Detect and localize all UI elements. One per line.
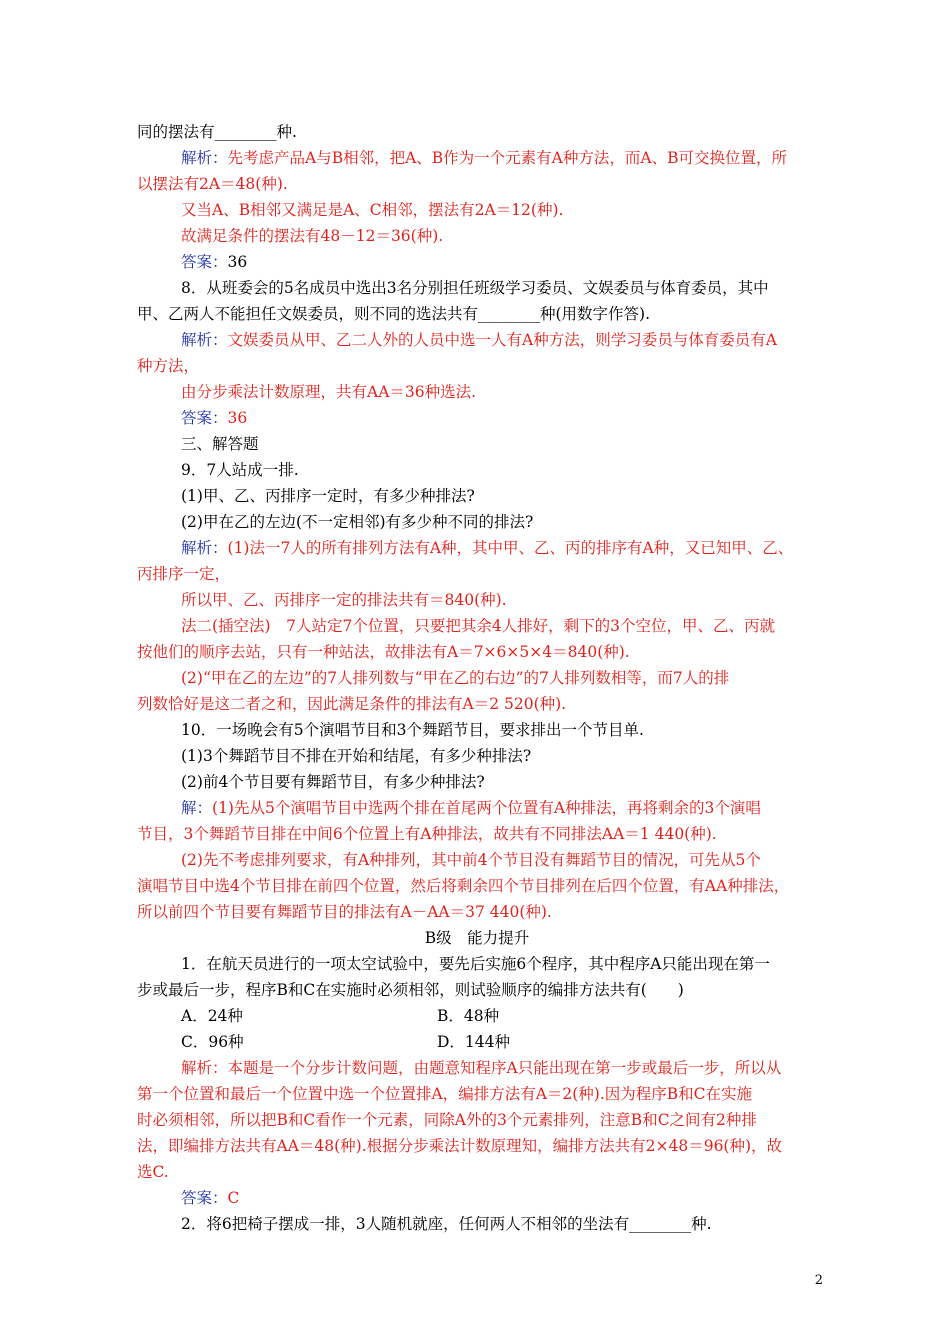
solution-line: 选C. — [137, 1163, 169, 1181]
solution-line: 又当A、B相邻又满足是A、C相邻，摆法有2A＝12(种). — [181, 201, 564, 219]
solution-line: 由分步乘法计数原理，共有AA＝36种选法. — [181, 383, 477, 401]
solution-line: 解：(1)先从5个演唱节目中选两个排在首尾两个位置有A种排法，再将剩余的3个演唱 — [181, 799, 761, 817]
answer-line: 答案：C — [181, 1189, 240, 1207]
question-8-cont: 甲、乙两人不能担任文娱委员，则不同的选法共有________种(用数字作答). — [137, 305, 651, 323]
solution-line: (2)“甲在乙的左边”的7人排列数与“甲在乙的右边”的7人排列数相等，而7人的排 — [181, 669, 730, 687]
choice-c: C．96种 — [181, 1033, 244, 1051]
text-line: 同的摆法有________种. — [137, 123, 297, 141]
solution-line: 种方法， — [137, 357, 200, 375]
page-number: 2 — [814, 1273, 823, 1288]
solution-line: 所以甲、乙、丙排序一定的排法共有＝840(种). — [181, 591, 507, 609]
solution-line: 节目，3个舞蹈节目排在中间6个位置上有A种排法，故共有不同排法AA＝1 440(种). — [137, 825, 717, 843]
solution-line: 法，即编排方法共有AA＝48(种).根据分步乘法计数原理知，编排方法共有2×48＝96(种)，故 — [137, 1137, 783, 1155]
solution-label: 解析： — [181, 149, 228, 167]
solution-line: 解析：本题是一个分步计数问题，由题意知程序A只能出现在第一步或最后一步，所以从 — [181, 1059, 782, 1077]
question-8: 8．从班委会的5名成员中选出3名分别担任班级学习委员、文娱委员与体育委员，其中 — [181, 279, 769, 297]
solution-label: 解析： — [181, 539, 228, 557]
choice-row — [181, 1004, 817, 1028]
question-10-part2: (2)前4个节目要有舞蹈节目，有多少种排法? — [181, 773, 485, 791]
answer-line: 答案：36 — [181, 253, 248, 271]
solution-line: 列数恰好是这二者之和，因此满足条件的排法有A＝2 520(种). — [137, 695, 567, 713]
question-b1-cont: 步或最后一步，程序B和C在实施时必须相邻，则试验顺序的编排方法共有( ) — [137, 981, 684, 999]
answer-line: 答案：36 — [181, 409, 248, 427]
solution-line: 解析：(1)法一7人的所有排列方法有A种，其中甲、乙、丙的排序有A种，又已知甲、乙、 — [181, 539, 794, 557]
solution-line: 第一个位置和最后一个位置中选一个位置排A，编排方法有A＝2(种).因为程序B和C在实施 — [137, 1085, 753, 1103]
solution-line: 丙排序一定， — [137, 565, 231, 583]
question-10: 10．一场晚会有5个演唱节目和3个舞蹈节目，要求排出一个节目单. — [181, 721, 644, 739]
choice-row — [181, 1030, 817, 1054]
answer-label: 答案： — [181, 253, 228, 271]
choice-d: D．144种 — [437, 1033, 511, 1051]
question-9-part2: (2)甲在乙的左边(不一定相邻)有多少种不同的排法? — [181, 513, 534, 531]
solution-line: 按他们的顺序去站，只有一种站法，故排法有A＝7×6×5×4＝840(种). — [137, 643, 630, 661]
answer-label: 答案： — [181, 1189, 228, 1207]
question-9: 9．7人站成一排. — [181, 461, 299, 479]
solution-line: 故满足条件的摆法有48－12＝36(种). — [181, 227, 444, 245]
solution-line: 解析：先考虑产品A与B相邻，把A、B作为一个元素有A种方法，而A、B可交换位置，所 — [181, 149, 787, 167]
question-9-part1: (1)甲、乙、丙排序一定时，有多少种排法? — [181, 487, 475, 505]
choice-a: A．24种 — [181, 1007, 243, 1025]
solution-line: 所以前四个节目要有舞蹈节目的排法有A－AA＝37 440(种). — [137, 903, 552, 921]
solution-line: (2)先不考虑排列要求，有A种排列，其中前4个节目没有舞蹈节目的情况，可先从5个 — [181, 851, 761, 869]
solution-label: 解析： — [181, 331, 228, 349]
solution-label: 解析： — [181, 1059, 228, 1077]
answer-label: 答案： — [181, 409, 228, 427]
section-heading: 三、解答题 — [181, 435, 259, 453]
solution-line: 解析：文娱委员从甲、乙二人外的人员中选一人有A种方法，则学习委员与体育委员有A — [181, 331, 777, 349]
choice-b: B．48种 — [437, 1007, 500, 1025]
solution-line: 时必须相邻，所以把B和C看作一个元素，同除A外的3个元素排列，注意B和C之间有2种排 — [137, 1111, 757, 1129]
solution-line: 演唱节目中选4个节目排在前四个位置，然后将剩余四个节目排列在后四个位置，有AA种排法， — [137, 877, 790, 895]
solution-line: 以摆法有2A＝48(种). — [137, 175, 288, 193]
question-10-part1: (1)3个舞蹈节目不排在开始和结尾，有多少种排法? — [181, 747, 532, 765]
solution-line: 法二(插空法) 7人站定7个位置，只要把其余4人排好，剩下的3个空位，甲、乙、丙就 — [181, 617, 776, 635]
question-b2: 2．将6把椅子摆成一排，3人随机就座，任何两人不相邻的坐法有________种. — [181, 1215, 712, 1233]
question-b1: 1．在航天员进行的一项太空试验中，要先后实施6个程序，其中程序A只能出现在第一 — [181, 955, 770, 973]
solution-label: 解： — [181, 799, 213, 817]
section-heading-b: B级 能力提升 — [424, 929, 530, 947]
